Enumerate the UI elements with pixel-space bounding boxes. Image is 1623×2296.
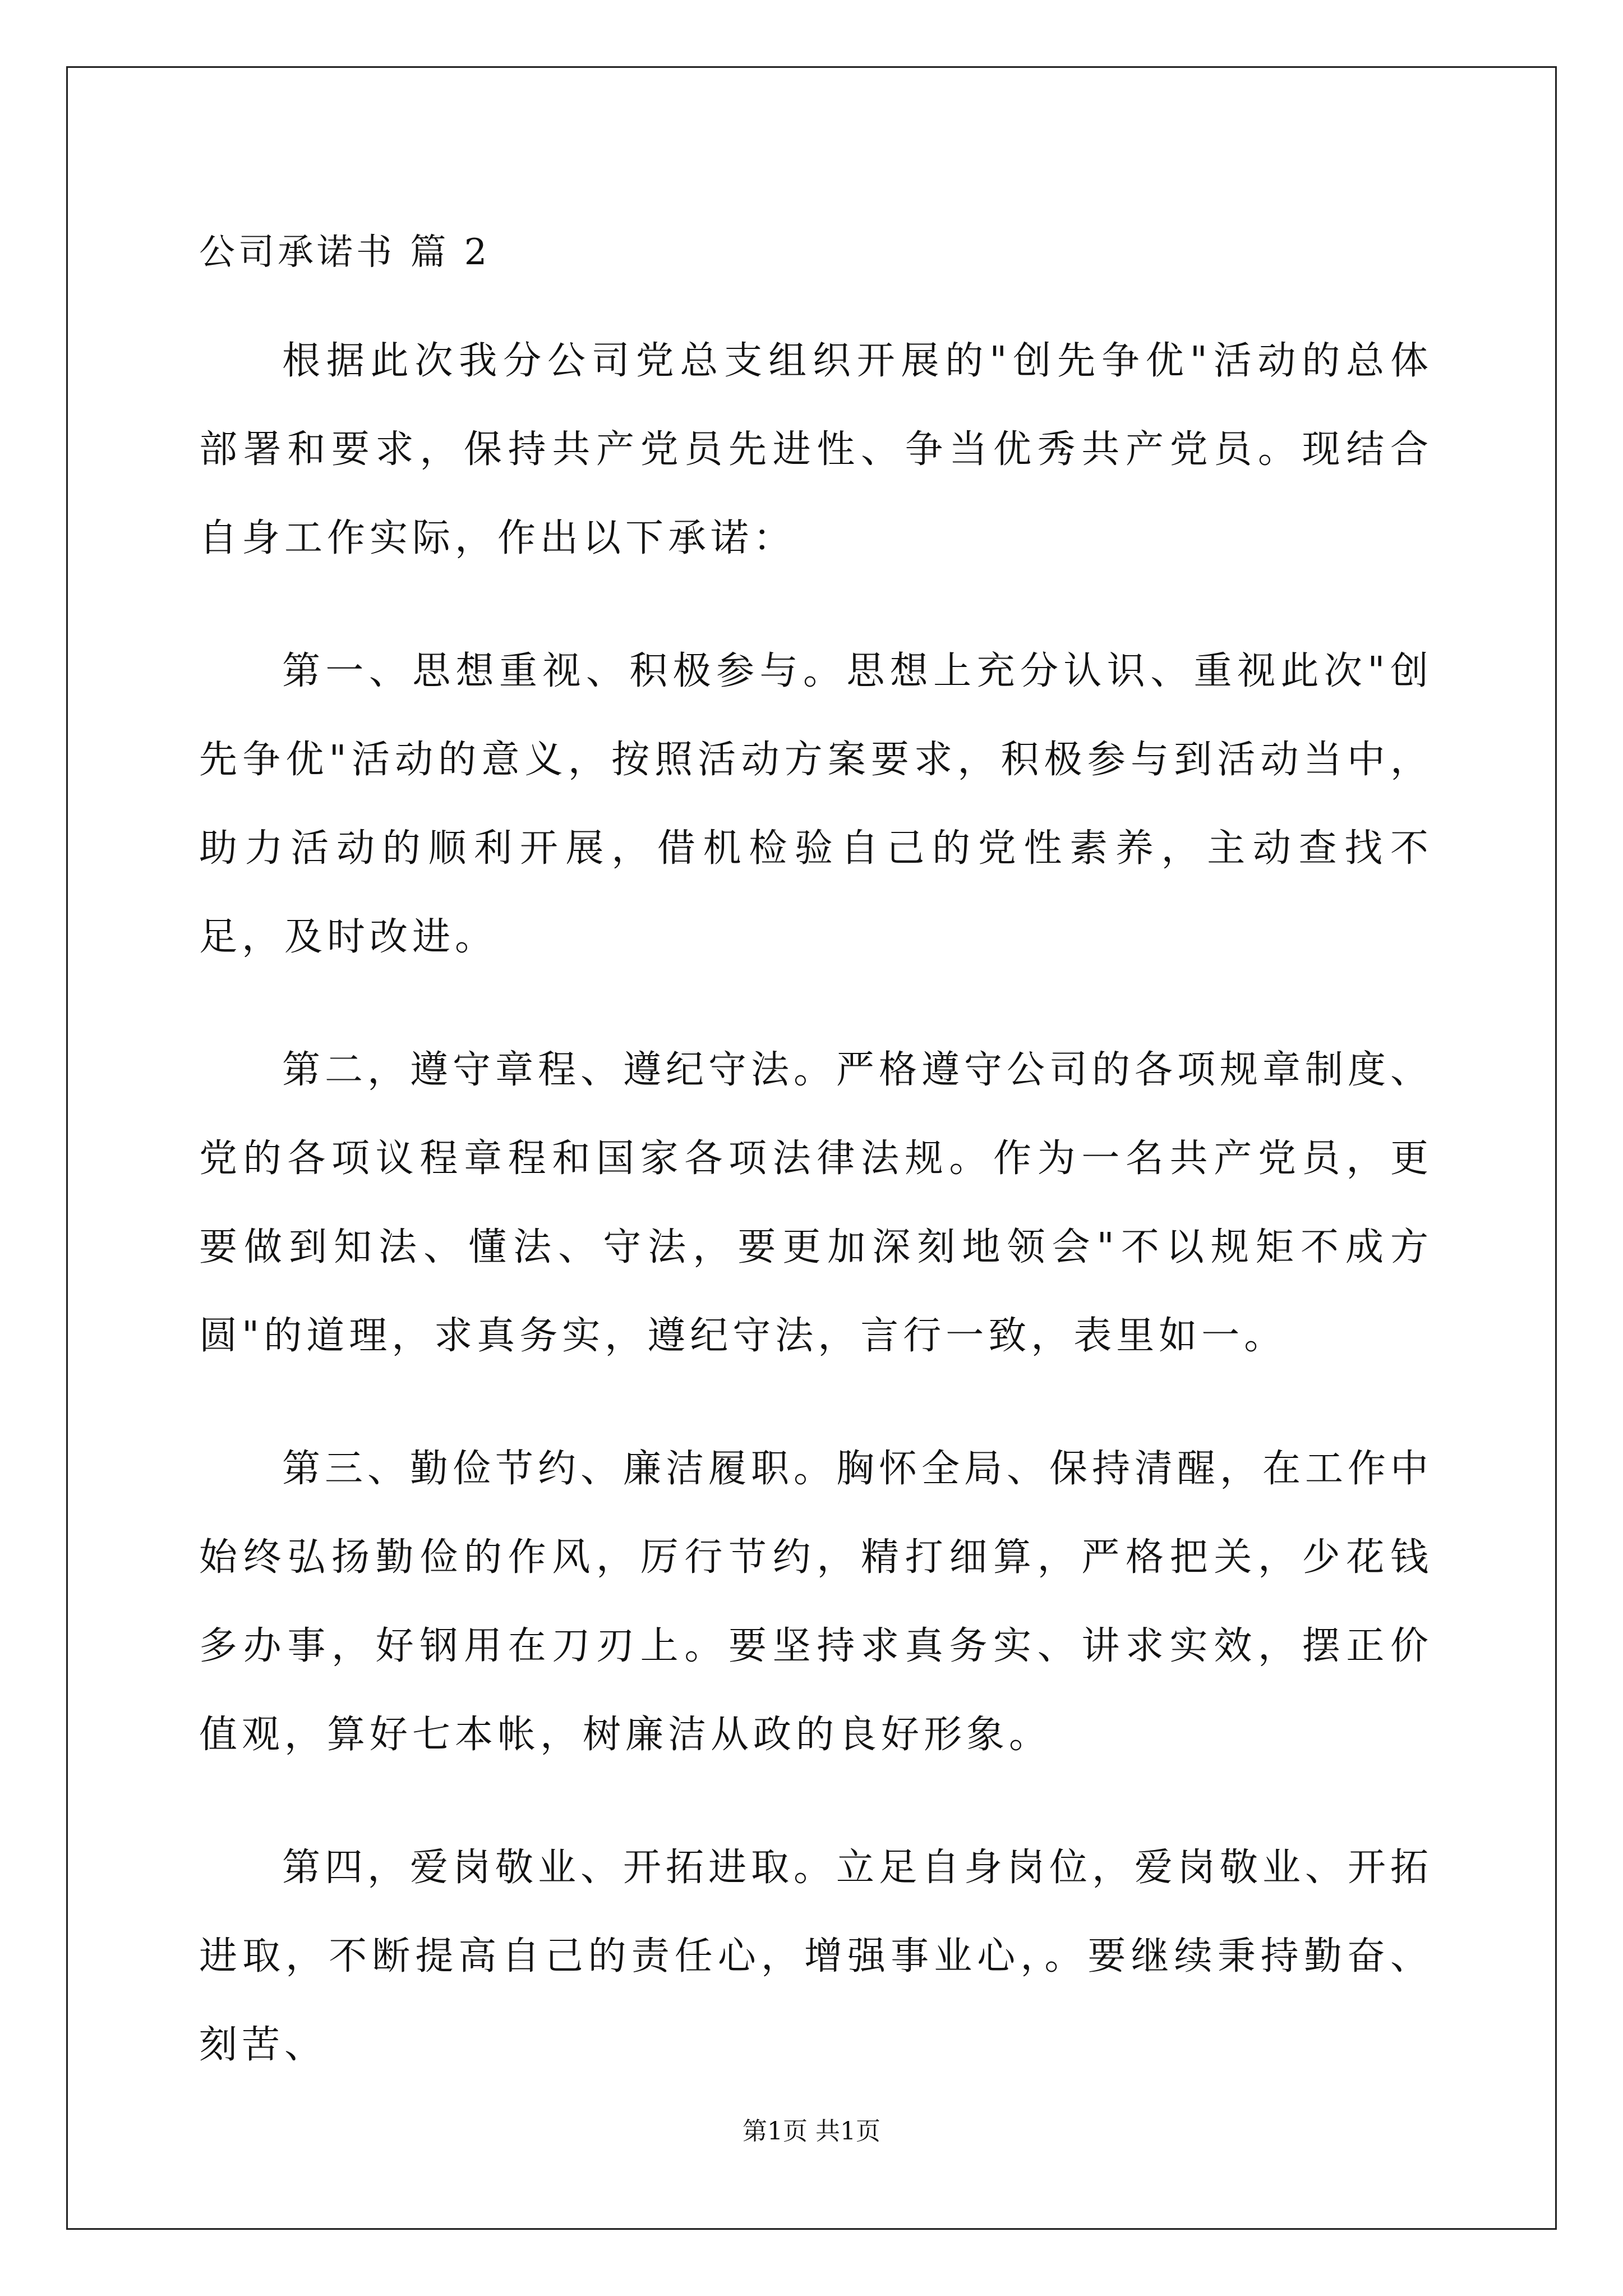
- paragraph-third: 第三、勤俭节约、廉洁履职。胸怀全局、保持清醒，在工作中始终弘扬勤俭的作风，厉行节约，精打细算，严格把关，少花钱多办事，好钢用在刀刃上。要坚持求真务实、讲求实效，摆正价值观，算好七本帐，树廉洁从政的良好形象。: [199, 1447, 1433, 1757]
- paragraph-second: 第二，遵守章程、遵纪守法。严格遵守公司的各项规章制度、党的各项议程章程和国家各项法律法规。作为一名共产党员，更要做到知法、懂法、守法，要更加深刻地领会"不以规矩不成方圆"的道理，求真务实，遵纪守法，言行一致，表里如一。: [199, 1048, 1433, 1358]
- paragraph-intro: 根据此次我分公司党总支组织开展的"创先争优"活动的总体部署和要求，保持共产党员先进性、争当优秀共产党员。现结合自身工作实际，作出以下承诺：: [199, 339, 1433, 560]
- page-footer: 第1页 共1页: [743, 2117, 880, 2146]
- paragraph-first: 第一、思想重视、积极参与。思想上充分认识、重视此次"创先争优"活动的意义，按照活动方案要求，积极参与到活动当中，助力活动的顺利开展，借机检验自己的党性素养，主动查找不足，及时改进。: [199, 649, 1433, 959]
- document-title: 公司承诺书 篇 2: [199, 232, 491, 273]
- paragraph-fourth: 第四，爱岗敬业、开拓进取。立足自身岗位，爱岗敬业、开拓进取，不断提高自己的责任心，增强事业心，。要继续秉持勤奋、刻苦、: [199, 1846, 1433, 2067]
- document-body: [199, 222, 1433, 2090]
